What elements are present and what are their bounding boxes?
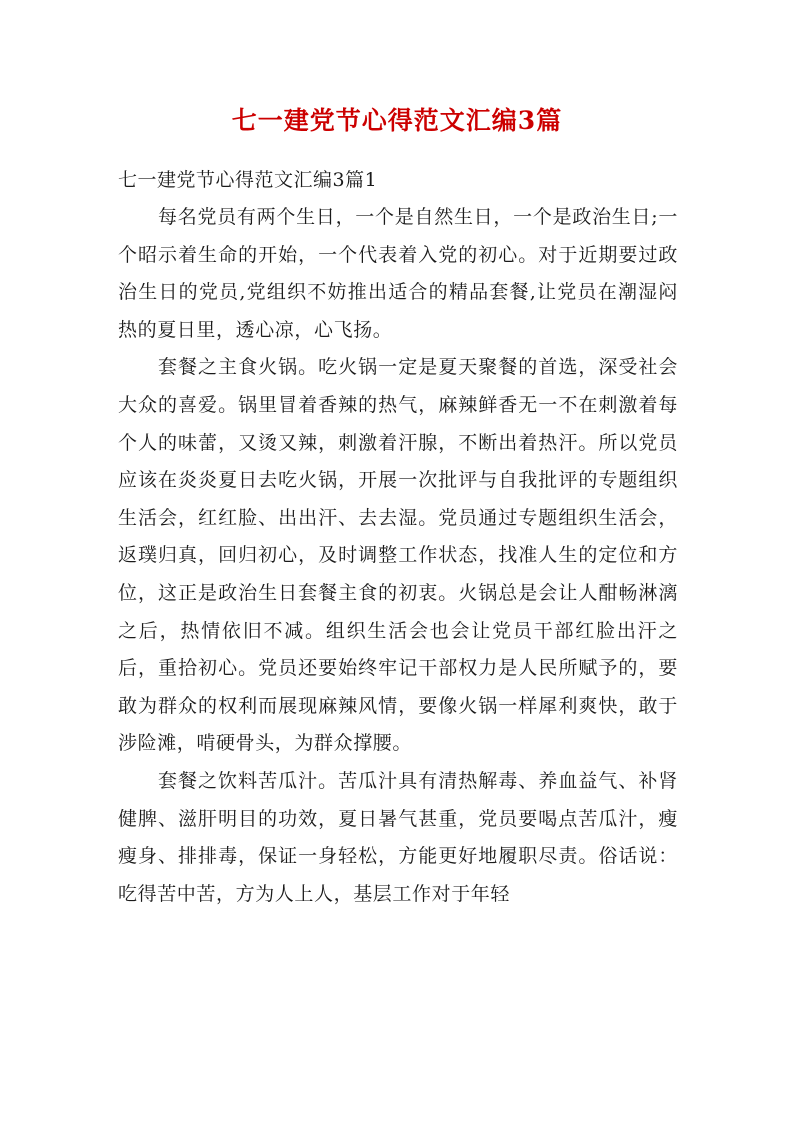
paragraph-hotpot: 套餐之主食火锅。吃火锅一定是夏天聚餐的首选，深受社会大众的喜爱。锅里冒着香辣的热气，麻辣鲜香无一不在刺激着每个人的味蕾，又烫又辣，刺激着汗腺，不断出着热汗。所以党员应该在炎炎夏日去吃火锅，开展一次批评与自我批评的专题组织生活会，红红脸、出出汗、去去湿。党员通过专题组织生活会，返璞归真，回归初心，及时调整工作状态，找准人生的定位和方位，这正是政治生日套餐主食的初衷。火锅总是会让人酣畅淋漓之后，热情依旧不减。组织生活会也会让党员干部红脸出汗之后，重拾初心。党员还要始终牢记干部权力是人民所赋予的，要敢为群众的权利而展现麻辣风情，要像火锅一样犀利爽快，敢于涉险滩，啃硬骨头，为群众撑腰。 bbox=[118, 356, 678, 755]
document-title: 七一建党节心得范文汇编3篇 bbox=[231, 106, 563, 135]
section-heading: 七一建党节心得范文汇编3篇1 bbox=[118, 169, 378, 191]
document-body bbox=[118, 161, 678, 913]
paragraph-bitter-melon: 套餐之饮料苦瓜汁。苦瓜汁具有清热解毒、养血益气、补肾健脾、滋肝明目的功效，夏日暑气甚重，党员要喝点苦瓜汁，瘦瘦身、排排毒，保证一身轻松，方能更好地履职尽责。俗话说：吃得苦中苦，方为人上人，基层工作对于年轻 bbox=[118, 769, 678, 905]
paragraph-intro: 每名党员有两个生日，一个是自然生日，一个是政治生日;一个昭示着生命的开始，一个代表着入党的初心。对于近期要过政治生日的党员,党组织不妨推出适合的精品套餐,让党员在潮湿闷热的夏日里，透心凉，心飞扬。 bbox=[118, 206, 678, 341]
